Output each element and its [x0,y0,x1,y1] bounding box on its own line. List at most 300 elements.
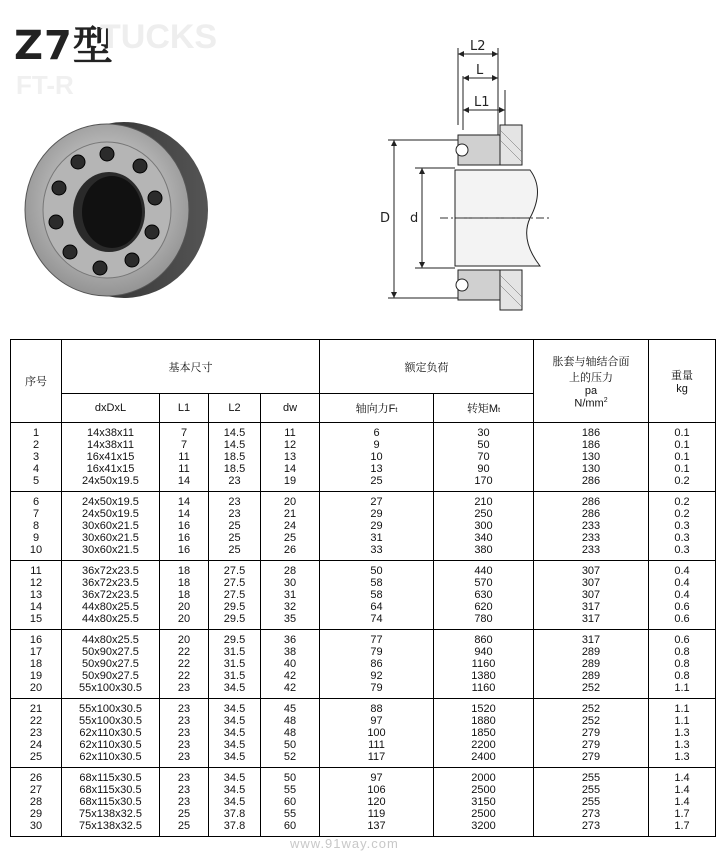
cell-dw: 55 [261,808,320,820]
cell-index: 1 [11,423,62,440]
header-index: 序号 [11,340,62,423]
cell-torque: 2400 [434,751,534,768]
cell-dxdxl: 24x50x19.5 [62,492,160,509]
cell-pressure: 279 [534,727,649,739]
table-row [11,682,716,699]
cell-torque: 2500 [434,808,534,820]
table-row [11,423,716,440]
cell-l1: 20 [160,601,209,613]
cell-pressure: 255 [534,796,649,808]
cell-l2: 25 [209,520,261,532]
cell-pressure: 252 [534,715,649,727]
cell-index: 10 [11,544,62,561]
cell-torque: 90 [434,463,534,475]
cell-l1: 14 [160,475,209,492]
cell-torque: 250 [434,508,534,520]
cell-index: 19 [11,670,62,682]
cell-axial-force: 10 [320,451,434,463]
cell-axial-force: 58 [320,577,434,589]
cell-l1: 20 [160,613,209,630]
table-row [11,784,716,796]
cell-weight: 0.3 [649,520,716,532]
cell-weight: 0.8 [649,670,716,682]
cell-dw: 19 [261,475,320,492]
table-row [11,561,716,578]
spec-table [10,339,716,837]
cell-l2: 27.5 [209,589,261,601]
cell-weight: 1.1 [649,715,716,727]
cell-axial-force: 106 [320,784,434,796]
cell-index: 24 [11,739,62,751]
cell-l2: 37.8 [209,808,261,820]
cell-weight: 0.4 [649,589,716,601]
cell-torque: 630 [434,589,534,601]
cell-axial-force: 25 [320,475,434,492]
cell-weight: 0.8 [649,646,716,658]
cell-torque: 300 [434,520,534,532]
cell-pressure: 317 [534,630,649,647]
cell-l2: 34.5 [209,715,261,727]
cell-weight: 0.1 [649,463,716,475]
table-row [11,475,716,492]
cell-pressure: 289 [534,670,649,682]
cell-pressure: 233 [534,520,649,532]
cell-axial-force: 29 [320,508,434,520]
cell-dxdxl: 36x72x23.5 [62,561,160,578]
table-row [11,715,716,727]
cell-pressure: 279 [534,739,649,751]
cell-dxdxl: 62x110x30.5 [62,751,160,768]
cell-weight: 0.2 [649,508,716,520]
cell-index: 9 [11,532,62,544]
header-torque: 转矩Mt [434,394,534,423]
cell-dxdxl: 50x90x27.5 [62,646,160,658]
cell-l1: 18 [160,561,209,578]
table-row [11,739,716,751]
dim-label-l2: L2 [470,39,486,54]
cell-l2: 23 [209,475,261,492]
cell-dxdxl: 36x72x23.5 [62,577,160,589]
cell-index: 25 [11,751,62,768]
table-row [11,670,716,682]
cell-dw: 48 [261,727,320,739]
cell-index: 7 [11,508,62,520]
cell-axial-force: 79 [320,646,434,658]
table-row [11,751,716,768]
cell-dxdxl: 14x38x11 [62,423,160,440]
cell-torque: 1380 [434,670,534,682]
cell-l1: 20 [160,630,209,647]
cell-pressure: 289 [534,646,649,658]
cell-dxdxl: 14x38x11 [62,439,160,451]
dim-label-l1: L1 [474,95,490,110]
cell-torque: 620 [434,601,534,613]
cell-index: 15 [11,613,62,630]
cell-dw: 13 [261,451,320,463]
cell-weight: 0.4 [649,561,716,578]
cell-index: 27 [11,784,62,796]
cell-weight: 1.1 [649,699,716,716]
cell-l2: 27.5 [209,561,261,578]
cell-l1: 23 [160,699,209,716]
table-row [11,699,716,716]
cell-l1: 23 [160,796,209,808]
cell-axial-force: 120 [320,796,434,808]
cell-dw: 35 [261,613,320,630]
cell-l1: 11 [160,451,209,463]
cell-l2: 34.5 [209,699,261,716]
cell-pressure: 273 [534,820,649,837]
cell-weight: 1.4 [649,768,716,785]
cell-pressure: 255 [534,784,649,796]
cell-l1: 25 [160,820,209,837]
table-row [11,727,716,739]
cell-l1: 18 [160,577,209,589]
cell-pressure: 186 [534,439,649,451]
cell-weight: 0.8 [649,658,716,670]
table-row [11,577,716,589]
cell-axial-force: 79 [320,682,434,699]
cell-torque: 50 [434,439,534,451]
cell-pressure: 252 [534,699,649,716]
cell-dxdxl: 68x115x30.5 [62,784,160,796]
cell-torque: 1160 [434,658,534,670]
cell-weight: 0.4 [649,577,716,589]
cell-weight: 0.6 [649,630,716,647]
cell-l2: 25 [209,544,261,561]
cell-l2: 34.5 [209,739,261,751]
table-row [11,768,716,785]
cell-torque: 1520 [434,699,534,716]
page-title: Z7型 [14,23,114,69]
cell-index: 5 [11,475,62,492]
cell-index: 12 [11,577,62,589]
cell-dw: 45 [261,699,320,716]
cell-index: 18 [11,658,62,670]
cell-index: 3 [11,451,62,463]
cell-dw: 32 [261,601,320,613]
cell-dw: 40 [261,658,320,670]
cell-dxdxl: 75x138x32.5 [62,808,160,820]
cell-index: 26 [11,768,62,785]
cell-l1: 14 [160,508,209,520]
cell-weight: 0.6 [649,601,716,613]
cell-pressure: 130 [534,451,649,463]
cell-l1: 22 [160,670,209,682]
cell-torque: 210 [434,492,534,509]
cell-dxdxl: 30x60x21.5 [62,532,160,544]
cell-dw: 38 [261,646,320,658]
cell-dxdxl: 55x100x30.5 [62,682,160,699]
header-axial-force: 轴向力Ft [320,394,434,423]
dim-label-d: d [410,211,419,226]
cell-axial-force: 77 [320,630,434,647]
cell-torque: 440 [434,561,534,578]
cell-dw: 11 [261,423,320,440]
cell-index: 4 [11,463,62,475]
cell-torque: 940 [434,646,534,658]
cell-axial-force: 33 [320,544,434,561]
cell-pressure: 233 [534,532,649,544]
cell-dw: 36 [261,630,320,647]
cell-dxdxl: 30x60x21.5 [62,520,160,532]
cell-index: 16 [11,630,62,647]
cell-dxdxl: 16x41x15 [62,463,160,475]
cell-l1: 23 [160,751,209,768]
cell-axial-force: 92 [320,670,434,682]
table-row [11,451,716,463]
cell-l1: 23 [160,768,209,785]
cell-dxdxl: 50x90x27.5 [62,658,160,670]
cell-torque: 1160 [434,682,534,699]
watermark: www.91way.com [290,836,399,851]
cell-weight: 0.3 [649,532,716,544]
header-basic-size: 基本尺寸 [62,340,320,394]
cell-l1: 18 [160,589,209,601]
cell-weight: 1.3 [649,751,716,768]
cell-l1: 7 [160,423,209,440]
table-row [11,658,716,670]
cell-dxdxl: 44x80x25.5 [62,601,160,613]
cell-index: 6 [11,492,62,509]
cell-index: 28 [11,796,62,808]
cell-axial-force: 9 [320,439,434,451]
cell-l1: 16 [160,520,209,532]
cell-torque: 380 [434,544,534,561]
cell-dxdxl: 30x60x21.5 [62,544,160,561]
cell-index: 13 [11,589,62,601]
cell-l2: 34.5 [209,751,261,768]
cell-weight: 0.3 [649,544,716,561]
cell-l2: 18.5 [209,463,261,475]
cell-dxdxl: 50x90x27.5 [62,670,160,682]
cell-axial-force: 6 [320,423,434,440]
table-row [11,463,716,475]
cell-index: 17 [11,646,62,658]
cell-torque: 1850 [434,727,534,739]
cell-axial-force: 100 [320,727,434,739]
cell-weight: 0.1 [649,423,716,440]
faded-background-lettering-2: FT-R [16,70,74,100]
table-row [11,796,716,808]
cell-dw: 55 [261,784,320,796]
header-pressure: 胀套与轴结合面 上的压力 pa $N/mm^2$ [534,340,649,423]
cell-torque: 2000 [434,768,534,785]
table-row [11,508,716,520]
cell-torque: 1880 [434,715,534,727]
cell-dxdxl: 16x41x15 [62,451,160,463]
cell-dw: 30 [261,577,320,589]
cell-pressure: 233 [534,544,649,561]
cell-pressure: 252 [534,682,649,699]
cell-l1: 22 [160,658,209,670]
cell-dxdxl: 62x110x30.5 [62,727,160,739]
cell-torque: 30 [434,423,534,440]
cell-dw: 28 [261,561,320,578]
cell-dw: 50 [261,739,320,751]
header-dxdxl: dxDxL [62,394,160,423]
cell-axial-force: 50 [320,561,434,578]
cell-l2: 29.5 [209,630,261,647]
cell-axial-force: 58 [320,589,434,601]
cell-l1: 11 [160,463,209,475]
cell-axial-force: 29 [320,520,434,532]
cell-l1: 23 [160,715,209,727]
cell-axial-force: 13 [320,463,434,475]
cell-dxdxl: 24x50x19.5 [62,508,160,520]
cell-dw: 31 [261,589,320,601]
cell-l2: 31.5 [209,646,261,658]
cell-weight: 1.7 [649,808,716,820]
cell-dw: 14 [261,463,320,475]
cell-l1: 25 [160,808,209,820]
cell-dw: 21 [261,508,320,520]
cell-index: 23 [11,727,62,739]
cell-l1: 14 [160,492,209,509]
cell-weight: 1.7 [649,820,716,837]
table-row [11,520,716,532]
header-weight: 重量 kg [649,340,716,423]
table-row [11,532,716,544]
cell-l2: 23 [209,492,261,509]
cell-l2: 31.5 [209,670,261,682]
cell-dxdxl: 55x100x30.5 [62,715,160,727]
table-row [11,820,716,837]
cell-axial-force: 74 [320,613,434,630]
cell-pressure: 130 [534,463,649,475]
cell-dxdxl: 24x50x19.5 [62,475,160,492]
cell-dw: 24 [261,520,320,532]
cell-pressure: 317 [534,601,649,613]
cell-weight: 1.3 [649,739,716,751]
cell-l2: 31.5 [209,658,261,670]
cell-torque: 860 [434,630,534,647]
cell-index: 11 [11,561,62,578]
table-row [11,544,716,561]
header-l1: L1 [160,394,209,423]
dim-label-D: D [380,211,391,226]
cell-l1: 23 [160,682,209,699]
cell-weight: 0.6 [649,613,716,630]
cell-axial-force: 117 [320,751,434,768]
cell-torque: 780 [434,613,534,630]
cell-axial-force: 27 [320,492,434,509]
faded-background-lettering: TUCKS [100,18,218,56]
cell-pressure: 307 [534,589,649,601]
header-l2: L2 [209,394,261,423]
cell-l1: 16 [160,544,209,561]
cell-dxdxl: 36x72x23.5 [62,589,160,601]
cell-weight: 1.3 [649,727,716,739]
cell-pressure: 286 [534,508,649,520]
cell-index: 8 [11,520,62,532]
cell-axial-force: 88 [320,699,434,716]
cell-l2: 34.5 [209,768,261,785]
cell-dxdxl: 44x80x25.5 [62,630,160,647]
cell-dxdxl: 44x80x25.5 [62,613,160,630]
cell-dw: 20 [261,492,320,509]
cell-torque: 3150 [434,796,534,808]
cell-dw: 42 [261,670,320,682]
cell-l2: 34.5 [209,784,261,796]
cell-l2: 18.5 [209,451,261,463]
cell-pressure: 279 [534,751,649,768]
cell-weight: 1.4 [649,784,716,796]
cell-l1: 23 [160,739,209,751]
cell-axial-force: 111 [320,739,434,751]
cell-weight: 0.2 [649,475,716,492]
table-row [11,601,716,613]
cell-index: 29 [11,808,62,820]
table-row [11,630,716,647]
cell-pressure: 307 [534,561,649,578]
cell-torque: 340 [434,532,534,544]
table-row [11,646,716,658]
cell-dw: 42 [261,682,320,699]
cell-dw: 52 [261,751,320,768]
cross-section-drawing [370,30,570,320]
cell-weight: 0.1 [649,439,716,451]
cell-dw: 60 [261,796,320,808]
cell-torque: 2200 [434,739,534,751]
header-rated-load: 额定负荷 [320,340,534,394]
cell-pressure: 286 [534,475,649,492]
cell-dxdxl: 75x138x32.5 [62,820,160,837]
cell-l1: 7 [160,439,209,451]
cell-torque: 170 [434,475,534,492]
cell-l1: 16 [160,532,209,544]
cell-l2: 23 [209,508,261,520]
cell-axial-force: 64 [320,601,434,613]
cell-l2: 14.5 [209,423,261,440]
cell-dw: 50 [261,768,320,785]
cell-l1: 23 [160,727,209,739]
cell-l2: 34.5 [209,796,261,808]
cell-l2: 34.5 [209,727,261,739]
cell-dxdxl: 55x100x30.5 [62,699,160,716]
cell-index: 2 [11,439,62,451]
cell-l2: 34.5 [209,682,261,699]
cell-pressure: 307 [534,577,649,589]
cell-dw: 26 [261,544,320,561]
cell-l1: 22 [160,646,209,658]
table-row [11,808,716,820]
cell-index: 14 [11,601,62,613]
cell-torque: 2500 [434,784,534,796]
table-row [11,492,716,509]
cell-index: 21 [11,699,62,716]
cell-index: 22 [11,715,62,727]
cell-axial-force: 97 [320,715,434,727]
cell-l2: 25 [209,532,261,544]
cell-axial-force: 86 [320,658,434,670]
cell-pressure: 317 [534,613,649,630]
cell-dw: 12 [261,439,320,451]
cell-pressure: 289 [534,658,649,670]
cell-dw: 48 [261,715,320,727]
cell-l2: 27.5 [209,577,261,589]
cell-l2: 37.8 [209,820,261,837]
dim-label-l: L [476,63,484,78]
cell-dxdxl: 68x115x30.5 [62,796,160,808]
cell-l1: 23 [160,784,209,796]
cell-index: 30 [11,820,62,837]
cell-weight: 1.1 [649,682,716,699]
cell-torque: 70 [434,451,534,463]
cell-weight: 1.4 [649,796,716,808]
cell-pressure: 286 [534,492,649,509]
table-row [11,439,716,451]
